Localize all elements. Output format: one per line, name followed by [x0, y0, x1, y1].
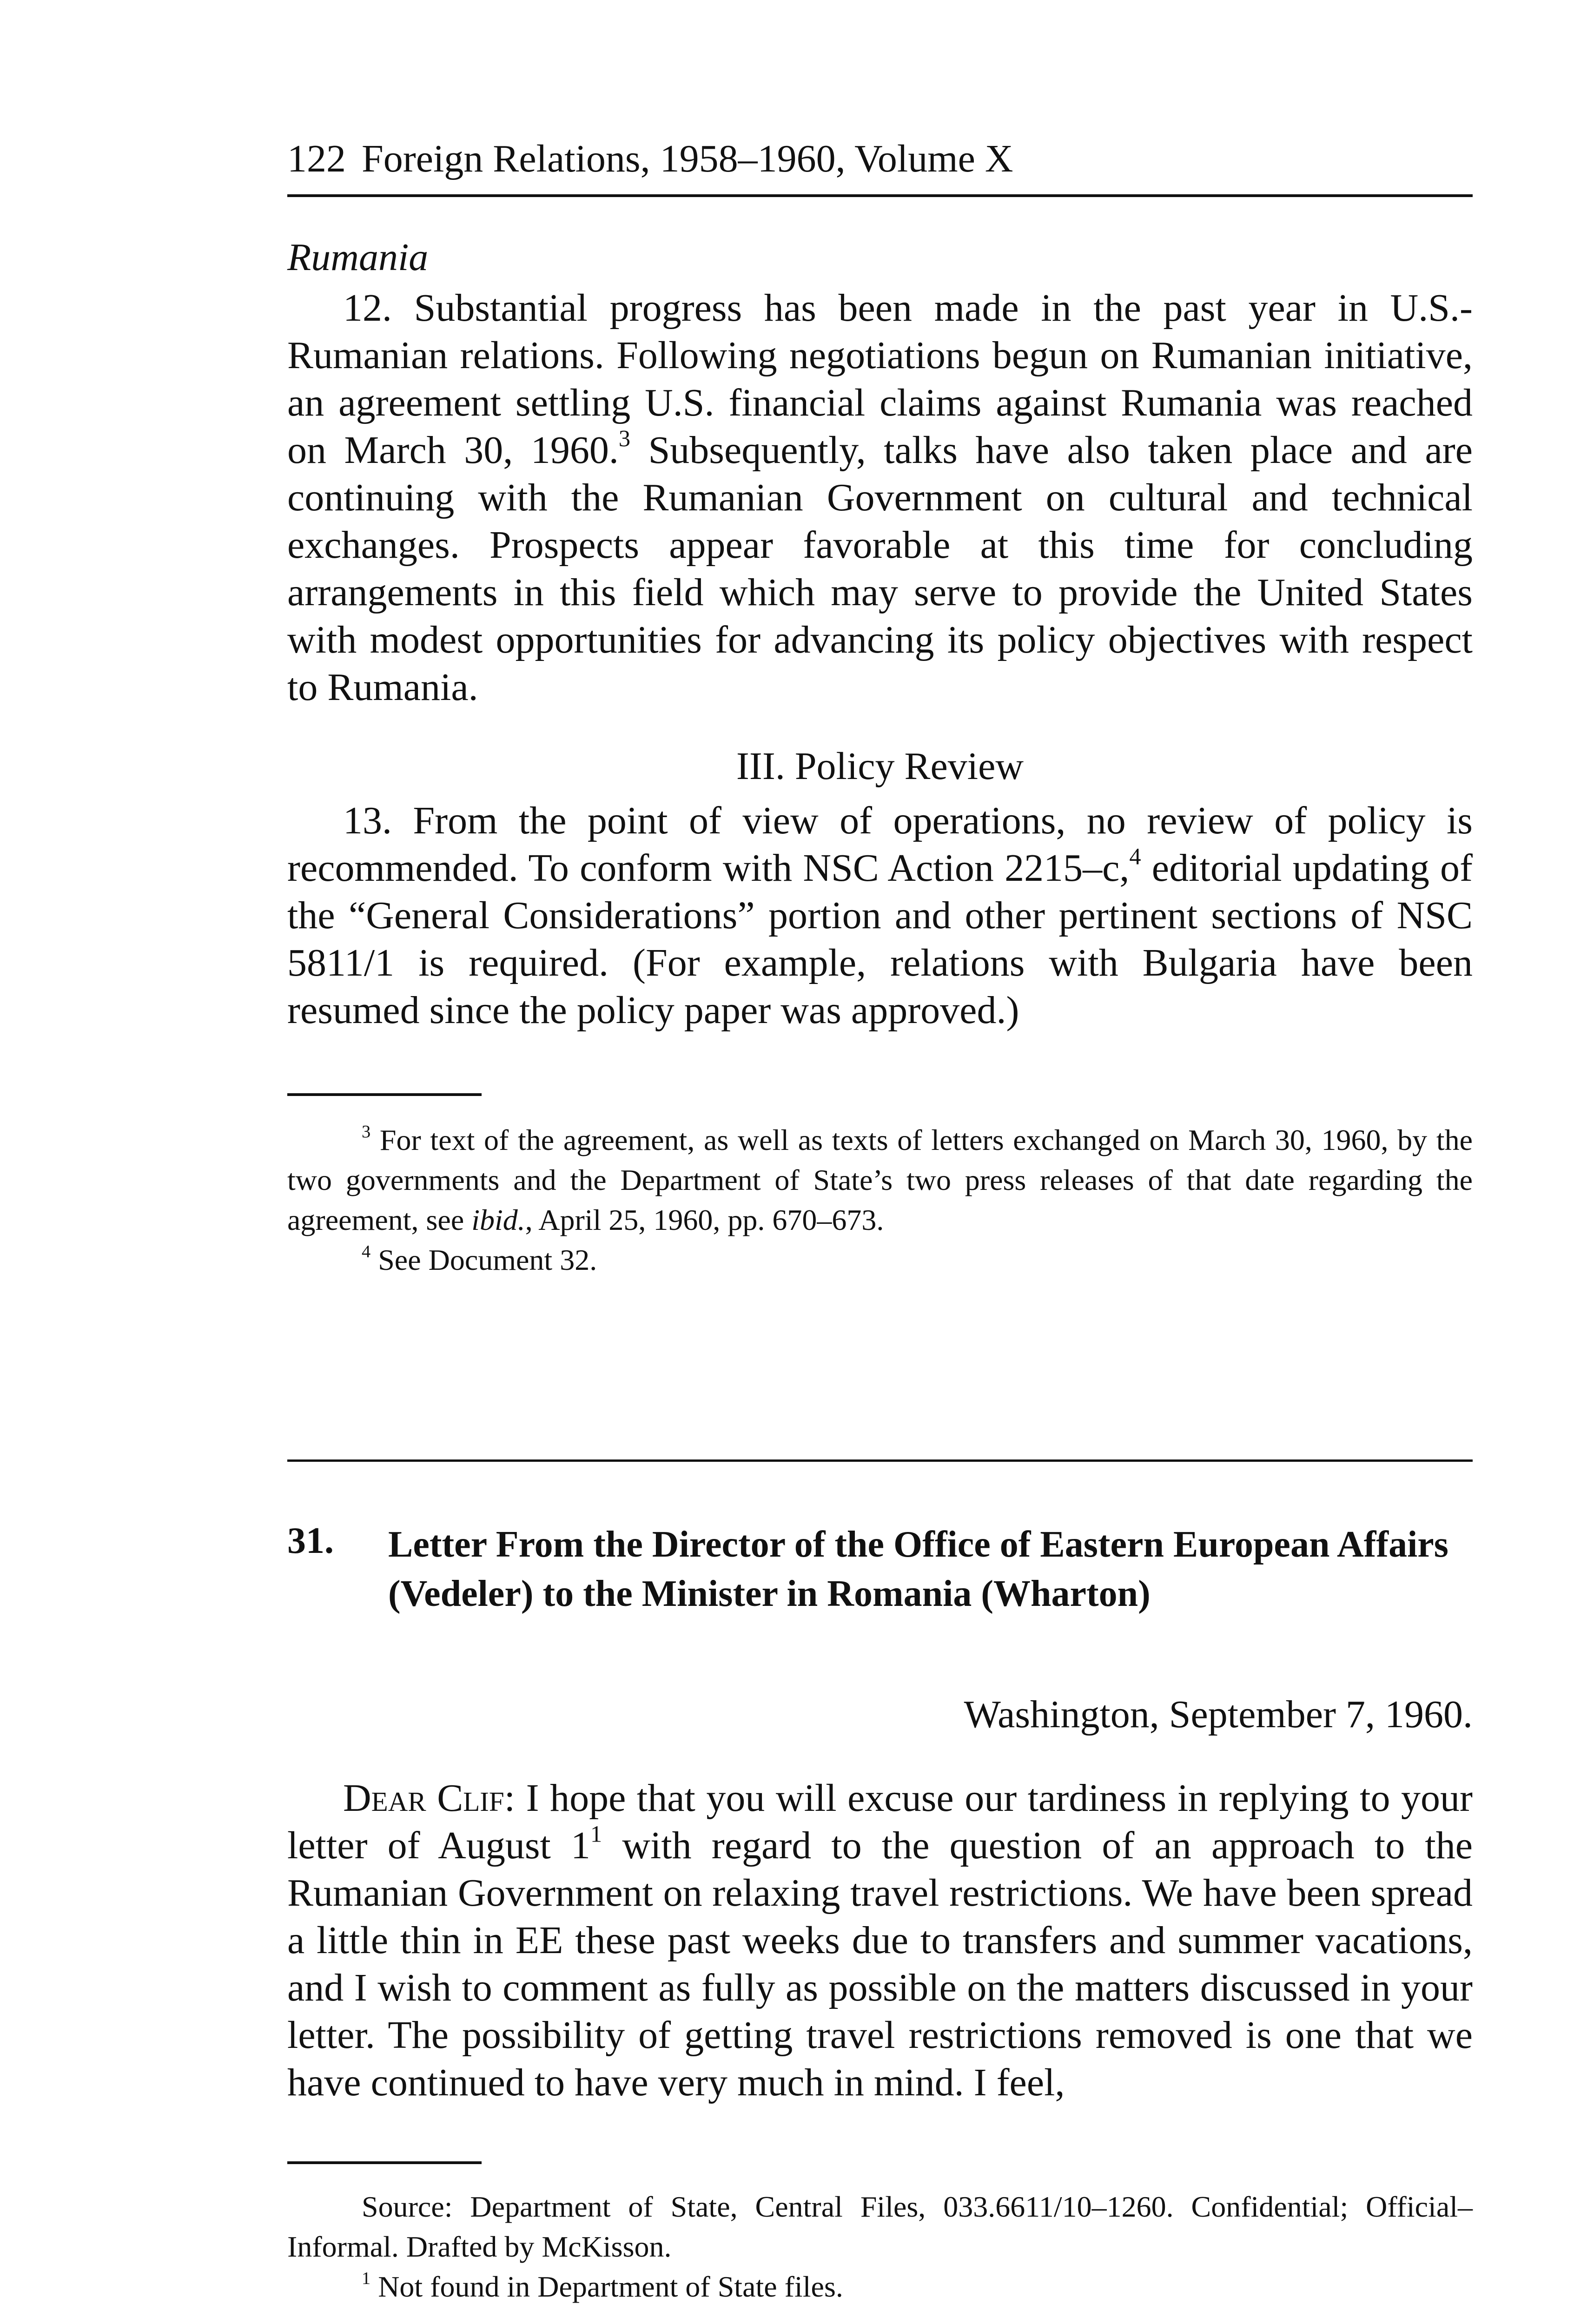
letter-body-text: I hope that you will excuse our tardiness in replying to your letter of August 1: [287, 1776, 1473, 1867]
footnote-4-text: See Document 32.: [370, 1243, 597, 1276]
letter-body: [287, 1775, 1473, 2106]
document-number: 31.: [287, 1520, 334, 1561]
paragraph-12: [287, 284, 1473, 711]
footnote-3: [287, 1120, 1473, 1240]
running-header: [287, 139, 1473, 178]
section-heading-rumania: Rumania: [287, 236, 429, 279]
footnote-3-italic: ibid.: [471, 1203, 525, 1236]
page-number: 122: [287, 137, 346, 180]
paragraph-13-text-cont: editorial updating of the “General Considerations” portion and other pertinent sections of NSC 5811/1 is required. (For example, relations with Bulgaria have been resumed since the policy paper was approved.): [287, 846, 1473, 1032]
running-title: Foreign Relations, 1958–1960, Volume X: [362, 137, 1013, 180]
footnote-ref-4: 4: [1129, 843, 1141, 870]
footnote-1-text: Not found in Department of State files.: [370, 2270, 843, 2303]
footnote-4-marker: 4: [362, 1242, 371, 1262]
footnotes-top: [287, 1120, 1473, 1280]
footnote-ref-3: 3: [618, 425, 631, 452]
document-separator-rule: [287, 1459, 1473, 1462]
footnote-1-marker: 1: [362, 2269, 371, 2289]
footnote-1: [287, 2267, 1473, 2307]
paragraph-13: [287, 797, 1473, 1034]
footnote-3-text: For text of the agreement, as well as texts of letters exchanged on March 30, 1960, by the two governments and the Department of State’s two press releases of that date regarding the agreement, see: [287, 1123, 1473, 1236]
paragraph-12-text-cont: Subsequently, talks have also taken place and are continuing with the Rumanian Government on cultural and technical exchanges. Prospects appear favorable at this time for concluding arrangements in this field which may serve to provide the United States with modest opportunities for advancing its policy objectives with respect to Rumania.: [287, 429, 1473, 709]
footnote-3-text-cont: , April 25, 1960, pp. 670–673.: [525, 1203, 884, 1236]
paragraph-13-text: 13. From the point of view of operations, no review of policy is recommended. To conform with NSC Action 2215–c,: [287, 799, 1473, 890]
section-heading-policy-review: III. Policy Review: [736, 745, 1024, 788]
footnote-4: [287, 1240, 1473, 1280]
footnote-ref-1: 1: [590, 1821, 602, 1847]
header-rule: [287, 194, 1473, 197]
footnote-rule-bottom: [287, 2161, 482, 2164]
footnotes-bottom: [287, 2187, 1473, 2307]
salutation: Dear Clif:: [343, 1776, 516, 1820]
dateline: Washington, September 7, 1960.: [964, 1693, 1473, 1736]
paragraph-12-text: 12. Substantial progress has been made in the past year in U.S.-Rumanian relations. Following negotiations begun on Rumanian initiative, an agreement settling U.S. financial claims against Rumania was reached on March 30, 1960.: [287, 286, 1473, 472]
document-title: Letter From the Director of the Office of Eastern European Affairs (Vedeler) to the Minister in Romania (Wharton): [388, 1524, 1448, 1614]
footnote-3-marker: 3: [362, 1122, 371, 1142]
source-note: Source: Department of State, Central Files, 033.6611/10–1260. Confidential; Official–Informal. Drafted by McKisson.: [287, 2190, 1473, 2263]
footnote-rule-top: [287, 1093, 482, 1096]
letter-body-text-cont: with regard to the question of an approach to the Rumanian Government on relaxing travel restrictions. We have been spread a little thin in EE these past weeks due to transfers and summer vacations, and I wish to comment as fully as possible on the matters discussed in your letter. The possibility of getting travel restrictions removed is one that we have continued to have very much in mind. I feel,: [287, 1824, 1473, 2104]
